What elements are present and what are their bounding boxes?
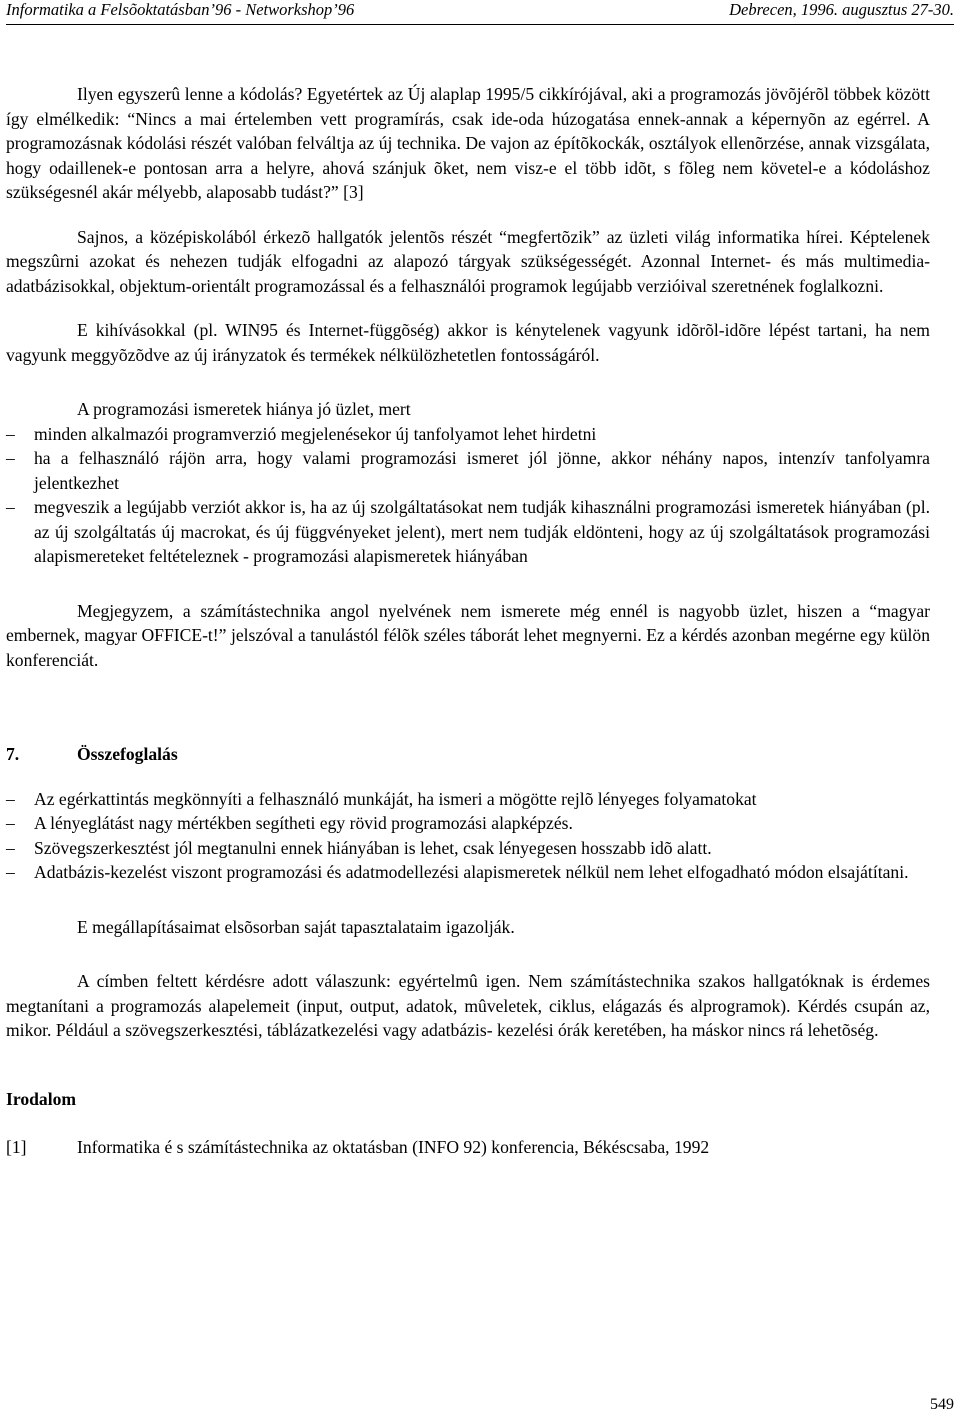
bullet-list-summary xyxy=(6,787,930,885)
bullet-list-business xyxy=(6,422,930,569)
list-item-text: ha a felhasználó rájön arra, hogy valami programozási ismeret jól jönne, akkor néhány napos, intenzív tanfolyamra jelentkezhet xyxy=(34,448,930,493)
header-conference-title: Informatika a Felsõoktatásban’96 - Networkshop’96 xyxy=(6,0,355,19)
section-title: Összefoglalás xyxy=(77,744,178,764)
paragraph-coding-question: Ilyen egyszerû lenne a kódolás? Egyetértek az Új alaplap 1995/5 cikkírójával, aki a programozás jövõjérõl többek között így elmélkedik: “Nincs a mai értelemben vett programírás, csak ide-oda húzogatása ennek-annak a képernyõn az egérrel. A programozásnak kódolási részét valóban felváltja az új technika. De vajon az építõkockák, osztályok ellenõrzése, annak vizsgálata, hogy odaillenek-e pontosan arra a helyre, ahová szánjuk õket, nem visz-e el több idõt, s fõleg nem követel-e a kódoláshoz szükségesnél akár mélyebb, alaposabb tudást?” [3] xyxy=(6,84,930,202)
header-location-date: Debrecen, 1996. augusztus 27-30. xyxy=(729,0,954,19)
paragraph-business-intro: A programozási ismeretek hiánya jó üzlet, mert xyxy=(77,399,411,419)
list-item xyxy=(6,836,930,861)
list-item xyxy=(6,422,930,447)
references-heading: Irodalom xyxy=(6,1088,77,1109)
reference-number: [1] xyxy=(6,1137,27,1157)
paragraph-english-note: Megjegyzem, a számítástechnika angol nyelvének nem ismerete még ennél is nagyobb üzlet, hiszen a “magyar embernek, magyar OFFICE-t!” jelszóval a tanulástól félõk széles táborát lehet megnyerni. Ez a kérdés azonban megérne egy külön konferenciát. xyxy=(6,600,930,670)
paragraph-conclusion: A címben feltett kérdésre adott válaszunk: egyértelmû igen. Nem számítástechnika szakos hallgatóknak is érdemes megtanítani a programozás alapelemeit (input, output, adatok, mûveletek, ciklus, elágazás és alprogramok). Kérdés csupán az, mikor. Például a szövegszerkesztési, táblázatkezelési vagy adatbázis- kezelési órák keretében, ha máskor nincs rá lehetõség. xyxy=(6,971,930,1040)
paragraph-students: Sajnos, a középiskolából érkezõ hallgatók jelentõs részét “megfertõzik” az üzleti világ informatika hírei. Képtelenek megszûrni azokat és nehezen tudják elfogadni az alapozó tárgyak szükségességét. Azonnal Internet- és más multimedia-adatbázisokkal, objektum-orientált programozással és a felhasználói programok legújabb verzióival szeretnének foglalkozni. xyxy=(6,226,930,296)
bullet-dash: – xyxy=(6,497,15,517)
list-item-text: minden alkalmazói programverzió megjelenésekor új tanfolyamot lehet hirdetni xyxy=(34,423,597,444)
bullet-dash: – xyxy=(6,448,15,468)
reference-text: Informatika é s számítástechnika az oktatásban (INFO 92) konferencia, Békéscsaba, 1992 xyxy=(77,1137,710,1157)
bullet-dash: – xyxy=(6,837,15,858)
list-item-text: Adatbázis-kezelést viszont programozási és adatmodellezési alapismeretek nélkül nem lehet elfogadható módon elsajátítani. xyxy=(34,862,909,882)
list-item xyxy=(6,446,930,495)
paragraph-experience: E megállapításaimat elsõsorban saját tapasztalataim igazolják. xyxy=(77,916,515,937)
section-heading xyxy=(6,742,930,767)
list-item-text: A lényeglátást nagy mértékben segítheti egy rövid programozási alapképzés. xyxy=(34,813,573,833)
list-item xyxy=(6,860,930,885)
document-body xyxy=(6,82,930,1160)
list-item-text: Szövegszerkesztést jól megtanulni ennek hiányában is lehet, csak lényegesen hosszabb idõ alatt. xyxy=(34,837,712,858)
bullet-dash: – xyxy=(6,423,15,444)
page-number: 549 xyxy=(930,1396,954,1413)
bullet-dash: – xyxy=(6,788,15,809)
list-item xyxy=(6,787,930,812)
bullet-dash: – xyxy=(6,862,15,882)
section-number: 7. xyxy=(6,744,20,764)
page-header xyxy=(6,0,954,25)
reference-item xyxy=(6,1135,930,1160)
list-item xyxy=(6,495,930,569)
bullet-dash: – xyxy=(6,813,15,833)
list-item-text: Az egérkattintás megkönnyíti a felhasználó munkáját, ha ismeri a mögötte rejlõ lényeges folyamatokat xyxy=(34,788,757,809)
list-item xyxy=(6,811,930,836)
paragraph-challenges: E kihívásokkal (pl. WIN95 és Internet-függõség) akkor is kénytelenek vagyunk idõrõl-idõre lépést tartani, ha nem vagyunk meggyõzõdve az új irányzatok és termékek nélkülözhetetlen fontosságáról. xyxy=(6,320,930,365)
list-item-text: megveszik a legújabb verziót akkor is, ha az új szolgáltatásokat nem tudják kihasználni programozási ismeretek hiányában (pl. az új szolgáltatás új macrokat, és új függvényeket jelent), mert nem tudják eldönteni, hogy az új szolgáltatások programozási alapismereteket feltételeznek - programozási alapismeretek hiányában xyxy=(34,497,930,566)
